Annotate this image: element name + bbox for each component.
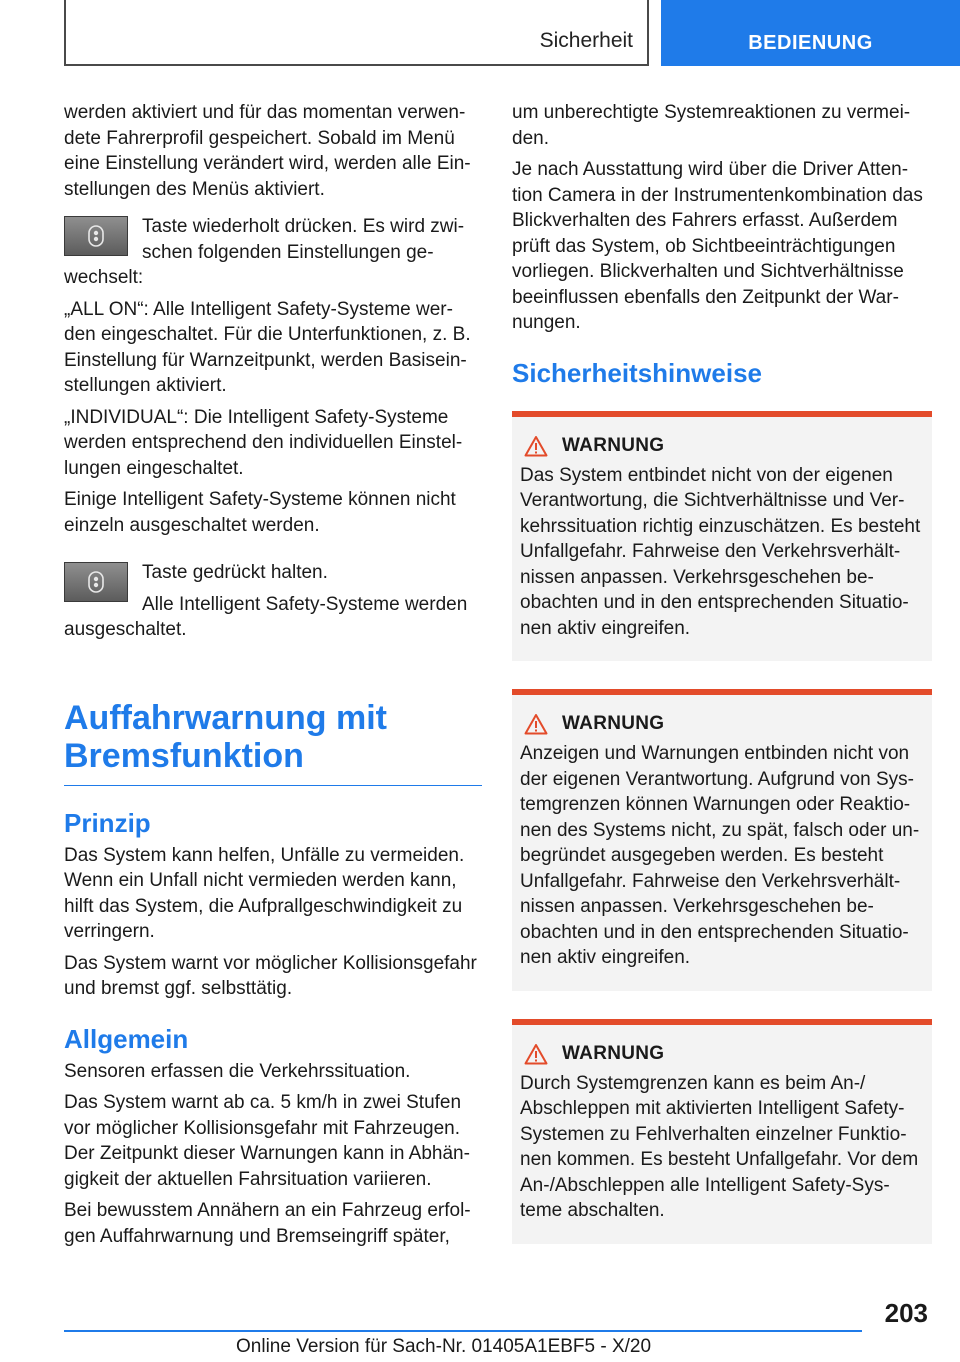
warning-triangle-icon	[524, 435, 548, 457]
warning-title	[520, 1043, 924, 1065]
page-number: 203	[884, 1298, 928, 1328]
warning-title	[520, 713, 924, 735]
warning-title	[520, 435, 924, 457]
warning-text: Anzeigen und Warnungen entbinden nicht von der eigenen Verantwortung. Aufgrund von Sys-temgrenzen können Warnungen oder Reaktio-nen des Systems nicht, zu spät, falsch oder un-begründet ausgegeben werden. Es besteht Unfallgefahr. Fahrweise den Verkehrsverhält-nissen anpassen. Verkehrsgeschehen be-obachten und in den entsprechenden Situatio-nen aktiv eingreifen.	[520, 743, 920, 968]
left-paragraph-2: „ALL ON“: Alle Intelligent Safety-Systeme wer-den eingeschaltet. Für die Unterfunktionen, z. B. Einstellung für Warnzeitpunkt, werden Basisein-stellungen aktiviert.	[64, 298, 471, 396]
warning-label: WARNUNG	[562, 1042, 665, 1064]
prinzip-paragraph-2: Das System warnt vor möglicher Kollisionsgefahr und bremst ggf. selbsttätig.	[64, 952, 477, 999]
warning-triangle-icon	[524, 713, 548, 735]
right-column	[512, 100, 932, 1272]
prinzip-paragraph-1: Das System kann helfen, Unfälle zu vermeiden. Wenn ein Unfall nicht vermieden werden kann, hilft das System, die Aufprallgeschwindigkeit zu verringern.	[64, 844, 465, 942]
right-paragraph-2: Je nach Ausstattung wird über die Driver Atten-tion Camera in der Instrumentenkombination das Blickverhalten des Fahrers erfasst. Außerdem prüft das System, ob Sichtbeeinträchtigungen vorliegen. Blickverhalten und Sichtverhältnisse beeinflussen ebenfalls den Zeitpunkt der War-nungen.	[512, 159, 923, 333]
button-instruction-1-text: Taste wiederholt drücken. Es wird zwi-schen folgenden Einstellungen ge-wechselt:	[64, 216, 465, 288]
allgemein-paragraph-3: Bei bewusstem Annähern an ein Fahrzeug erfol-gen Auffahrwarnung und Bremseingriff später,	[64, 1200, 471, 1247]
warning-box	[512, 411, 932, 662]
prinzip-heading: Prinzip	[64, 807, 151, 838]
header-chapter-label: BEDIENUNG	[748, 32, 873, 54]
button-instruction-2	[64, 560, 482, 649]
left-column	[64, 100, 482, 1255]
button-instruction-2-text-1: Taste gedrückt halten.	[142, 562, 328, 583]
header-chapter-tab	[661, 0, 960, 66]
footer-version-text: Online Version für Sach-Nr. 01405A1EBF5 - X/20	[236, 1336, 652, 1357]
warning-box	[512, 689, 932, 991]
warning-box	[512, 1019, 932, 1244]
safety-button-icon	[64, 216, 128, 256]
safety-button-icon	[64, 562, 128, 602]
right-paragraph-1: um unberechtigte Systemreaktionen zu vermei-den.	[512, 102, 911, 149]
left-paragraph-3: „INDIVIDUAL“: Die Intelligent Safety-Systeme werden entsprechend den individuellen Einstel-lungen eingeschaltet.	[64, 406, 463, 479]
main-heading: Auffahrwarnung mit Bremsfunktion	[64, 699, 482, 786]
warning-label: WARNUNG	[562, 434, 665, 456]
warning-text: Durch Systemgrenzen kann es beim An-/ Abschleppen mit aktivierten Intelligent Safety-Systemen zu Fehlverhalten einzelner Funktio-nen kommen. Es besteht Unfallgefahr. Vor dem An-/Abschleppen alle Intelligent Safety-Sys-teme abschalten.	[520, 1072, 919, 1221]
allgemein-paragraph-1: Sensoren erfassen die Verkehrssituation.	[64, 1060, 411, 1082]
allgemein-heading: Allgemein	[64, 1023, 189, 1054]
button-instruction-2-text-2: Alle Intelligent Safety-Systeme werden ausgeschaltet.	[64, 593, 468, 640]
footer-divider	[64, 1330, 862, 1332]
warning-label: WARNUNG	[562, 713, 665, 734]
header-section-tab	[64, 0, 649, 66]
left-paragraph-1: werden aktiviert und für das momentan verwen-dete Fahrerprofil gespeichert. Sobald im Menü eine Einstellung verändert wird, werden alle Ein-stellungen des Menüs aktiviert.	[64, 102, 471, 200]
header-section-label: Sicherheit	[539, 29, 633, 52]
warning-text: Das System entbindet nicht von der eigenen Verantwortung, die Sichtverhältnisse und Ver-kehrssituation richtig einzuschätzen. Es besteht Unfallgefahr. Fahrweise den Verkehrsverhält-nissen anpassen. Verkehrsgeschehen be-obachten und in den entsprechenden Situatio-nen aktiv eingreifen.	[520, 464, 921, 639]
warning-triangle-icon	[524, 1043, 548, 1065]
left-paragraph-4: Einige Intelligent Safety-Systeme können nicht einzeln ausgeschaltet werden.	[64, 489, 456, 536]
button-instruction-1	[64, 214, 482, 297]
safety-notes-heading: Sicherheitshinweise	[512, 357, 762, 388]
allgemein-paragraph-2: Das System warnt ab ca. 5 km/h in zwei Stufen vor möglicher Kollisionsgefahr mit Fahrzeugen. Der Zeitpunkt dieser Warnungen kann in Abhän-gigkeit der aktuellen Fahrsituation variieren.	[64, 1092, 470, 1190]
